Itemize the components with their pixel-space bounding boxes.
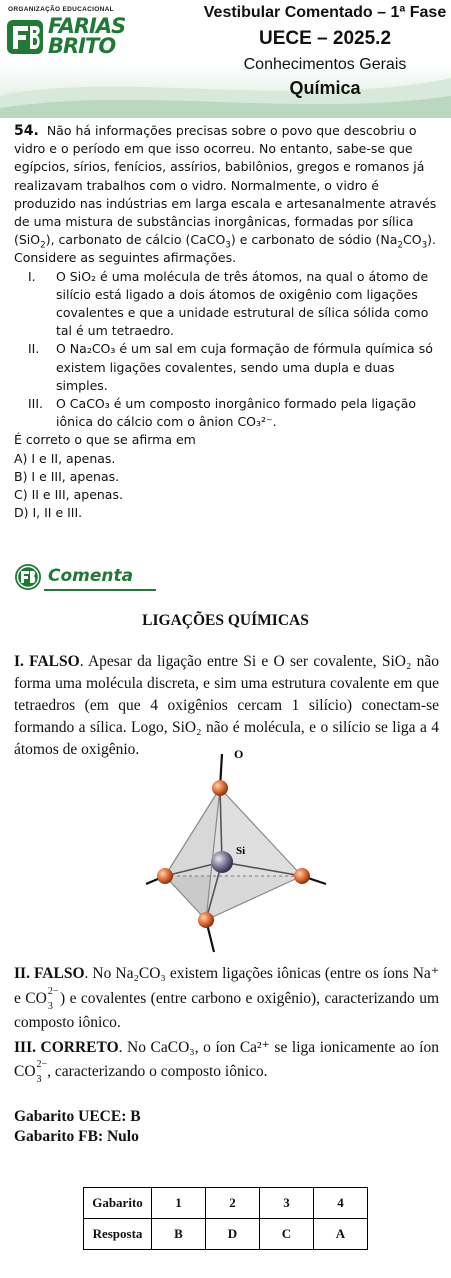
fb-logo-icon [6, 16, 46, 56]
table-cell: 3 [260, 1188, 314, 1219]
stem-caco3: ), carbonato de cálcio (CaCO [45, 232, 226, 248]
answer-3-text-b: , caracterizando o composto iônico. [47, 1063, 268, 1081]
table-cell: Resposta [84, 1219, 152, 1250]
statement-roman: II. [28, 341, 40, 357]
table-cell: 2 [206, 1188, 260, 1219]
exam-area: Conhecimentos Gerais [243, 56, 407, 73]
question-stem-text: Não há informações precisas sobre o povo que descobriu o vidro e o período em que isso ocorreu. No entanto, sabe-se que egípcios, sírios, fenícios, assírios, babilônios, gregos e romanos já realizavam trabalhos com o vidro. Normalmente, o vidro é produzido nas indústrias em larga escala e artesanalmente através de uma mistura de substâncias inorgânicas, formadas por sílica [14, 123, 437, 230]
question-number: 54. [14, 123, 39, 139]
statement-1 [14, 268, 439, 341]
table-cell: Gabarito [84, 1188, 152, 1219]
table-cell: D [206, 1219, 260, 1250]
statement-roman: I. [28, 268, 36, 284]
question-consider: Considere as seguintes afirmações. [14, 250, 237, 266]
oxygen-label: O [234, 747, 244, 761]
statement-roman: III. [28, 396, 44, 412]
answer-3-text-a: . No CaCO₃, o íon Ca²⁺ se liga ionicamente ao íon [118, 1038, 439, 1056]
sio4-tetrahedron-diagram [140, 730, 340, 960]
alternative-a[interactable]: A) I e II, apenas. [14, 450, 116, 466]
comenta-heading [14, 563, 164, 593]
comenta-label: Comenta [48, 566, 134, 586]
answer-paragraph-3 [14, 1036, 439, 1085]
stem-na2co3: ) e carbonato de sódio (Na [230, 232, 398, 248]
answer-2-text-a: . No Na₂CO₃ existem ligações iônicas (entre os íons Na⁺ e [14, 965, 439, 1007]
table-cell: C [260, 1219, 314, 1250]
stem-co: CO [403, 232, 422, 248]
farias-brito-logo [6, 6, 136, 58]
answer-section-title: LIGAÇÕES QUÍMICAS [142, 612, 309, 629]
carbonate-ion-formula: CO 2− 3 [25, 985, 59, 1012]
exam-title: Vestibular Comentado – 1ª Fase [203, 4, 447, 21]
answer-1-text: . Apesar da ligação entre Si e O ser covalente, SiO₂ não forma uma molécula discreta, e sim uma estrutura covalente em que tetraedros (em que 4 oxigênios cercam 1 silício) conectam-se formando a sílica. Logo, SiO₂ não é molécula, e o silício se liga a 4 átomos de oxigênio. [14, 653, 439, 758]
tetra-face-back [165, 788, 302, 876]
stem-close: ). [427, 232, 437, 248]
table-cell: 4 [314, 1188, 368, 1219]
oxygen-atom-left [157, 868, 173, 884]
statement-text: O Na₂CO₃ é um sal em cuja formação de fórmula química só existem ligações covalentes, sendo uma dupla e duas simples. [56, 341, 433, 393]
table-cell: A [314, 1219, 368, 1250]
answer-3-label: III. CORRETO [14, 1038, 119, 1056]
gabarito-fb: Gabarito FB: Nulo [14, 1128, 139, 1145]
statement-text: O CaCO₃ é um composto inorgânico formado pela ligação iônica do cálcio com o ânion CO₃²⁻. [56, 396, 417, 430]
answer-2-label: II. FALSO [14, 965, 85, 982]
answer-paragraph-2-3 [14, 962, 439, 1085]
silicon-label: Si [236, 845, 246, 857]
stem-sio2-open: (SiO [14, 232, 41, 248]
logo-org-text: ORGANIZAÇÃO EDUCACIONAL [8, 6, 114, 13]
logo-word-farias: FARIAS [48, 14, 126, 38]
answer-key-table [83, 1187, 368, 1250]
gabarito-uece: Gabarito UECE: B [14, 1108, 141, 1125]
question-stem: 54. Não há informações precisas sobre o povo que descobriu o vidro e o período em que isso ocorreu. No entanto, sabe-se que egípcios, sírios, fenícios, assírios, babilônios, gregos e romanos já realizavam trabalhos com o vidro. Normalmente, o vidro é produzido nas indústrias em larga escala e artesanalmente através de uma mistura de substâncias inorgânicas, formadas por sílica (SiO$_2$), carbonato de cálcio (CaCO$_3$) e carbonato de sódio $(Na_2CO_3)$. [14, 123, 437, 251]
question-prompt: É correto o que se afirma em [14, 432, 196, 448]
answer-2-text-b: ) e covalentes (entre carbono e oxigênio), caracterizando um composto iônico. [14, 989, 439, 1032]
page-header [0, 0, 451, 118]
carbonate-ion-formula: CO 2− 3 [14, 1059, 48, 1086]
alternative-c[interactable]: C) II e III, apenas. [14, 487, 123, 503]
answer-paragraph-2 [14, 962, 439, 1036]
table-row [84, 1188, 368, 1219]
exam-edition: UECE – 2025.2 [258, 28, 392, 49]
alternative-b[interactable]: B) I e III, apenas. [14, 468, 120, 484]
silicon-atom [211, 851, 233, 873]
statement-text: O SiO₂ é uma molécula de três átomos, na qual o átomo de silício está ligado a dois átomos de oxigênio com ligações covalentes e que a unidade estrutural de sílica sólida como tal é um tetraedro. [56, 268, 429, 339]
table-cell: B [152, 1219, 206, 1250]
oxygen-atom-right [294, 868, 310, 884]
oxygen-atom-top [212, 780, 228, 796]
statement-3 [14, 395, 439, 431]
statement-list [14, 268, 439, 432]
oxygen-atom-bottom [198, 912, 214, 928]
table-row [84, 1219, 368, 1250]
answer-1-label: I. FALSO [14, 653, 80, 670]
logo-word-brito: BRITO [48, 34, 116, 58]
alternative-d[interactable]: D) I, II e III. [14, 505, 83, 521]
statement-2 [14, 340, 439, 395]
table-cell: 1 [152, 1188, 206, 1219]
fb-circle-logo-icon [14, 563, 42, 591]
exam-subject: Química [289, 78, 361, 98]
question-block [14, 122, 439, 522]
comenta-underline [44, 589, 156, 591]
gabarito-block [14, 1107, 141, 1147]
